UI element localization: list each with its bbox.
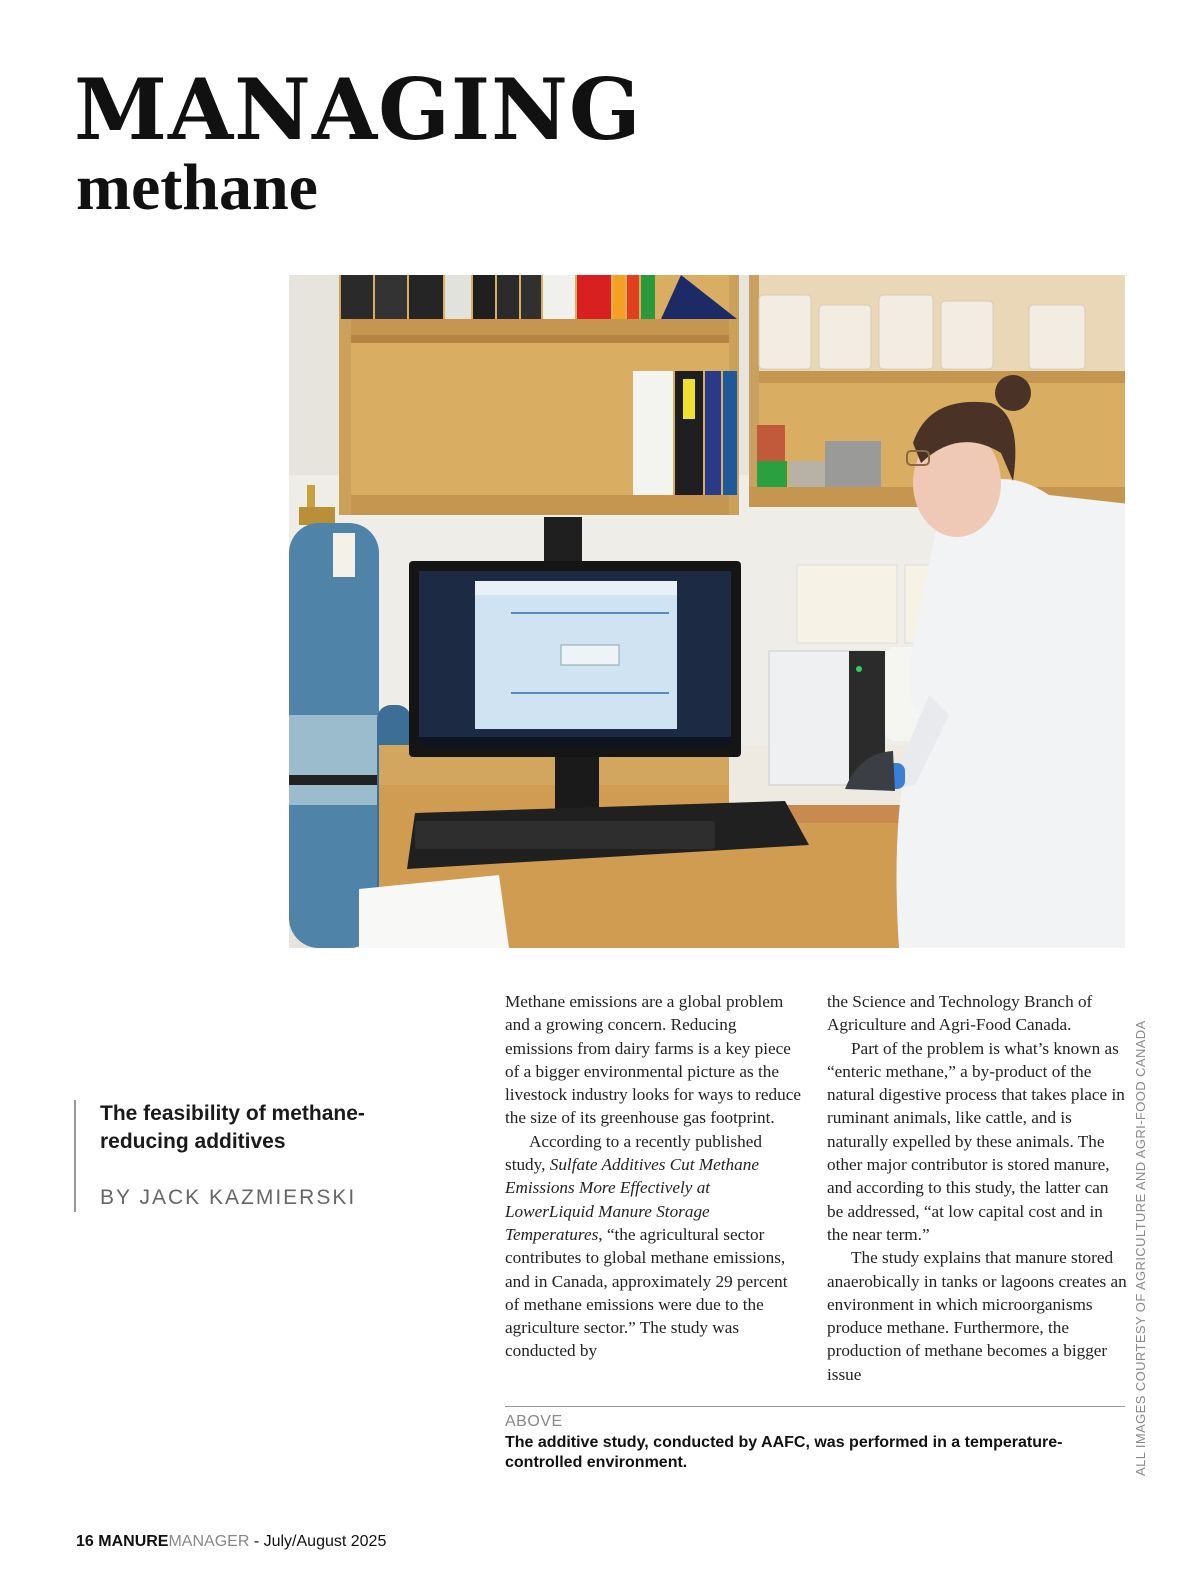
issue-date: - July/August 2025	[253, 1533, 387, 1550]
magazine-name-light: MANAGER	[168, 1533, 250, 1550]
deck-title: The feasibility of methane-reducing additives	[100, 1102, 365, 1153]
article-column-1	[505, 990, 801, 1363]
article-deck	[74, 1100, 434, 1212]
col1-p2-start: According to a recently published study,	[505, 1131, 762, 1175]
caption-label: ABOVE	[505, 1413, 563, 1430]
byline: BY JACK KAZMIERSKI	[100, 1186, 357, 1209]
caption-text: The additive study, conducted by AAFC, was performed in a temperature-controlled environment.	[505, 1434, 1063, 1471]
col1-p2-end: , “the agricultural sector contributes to global methane emissions, and in Canada, approximately 29 percent of methane emissions were due to the agriculture sector.” The study was conducted by	[505, 1224, 788, 1361]
lab-photo	[289, 275, 1125, 948]
col1-paragraph-2	[505, 1130, 801, 1363]
col2-paragraph-1: the Science and Technology Branch of Agriculture and Agri-Food Canada.	[827, 992, 1093, 1035]
col1-paragraph-1: Methane emissions are a global problem and a growing concern. Reducing emissions from dairy farms is a key piece of a bigger environmental picture as the livestock industry looks for ways to reduce the size of its greenhouse gas footprint.	[505, 992, 801, 1128]
study-title: Sulfate Additives Cut Methane Emissions More Effectively at LowerLiquid Manure Storage Temperatures	[505, 1155, 759, 1244]
page-footer	[76, 1533, 386, 1551]
photo-credit: ALL IMAGES COURTESY OF AGRICULTURE AND AGRI-FOOD CANADA	[1133, 1020, 1148, 1476]
lab-scene-illustration	[289, 275, 1125, 948]
col2-paragraph-3: The study explains that manure stored anaerobically in tanks or lagoons creates an environment in which microorganisms produce methane. Furthermore, the production of methane becomes a bigger issue	[827, 1248, 1127, 1384]
col2-paragraph-2: Part of the problem is what’s known as “enteric methane,” a by-product of the natural digestive process that takes place in ruminant animals, like cattle, and is naturally expelled by these animals. The other major contributor is stored manure, and according to this study, the latter can be addressed, “at low capital cost and in the near term.”	[827, 1038, 1125, 1244]
article-column-2	[827, 990, 1127, 1386]
page-number: 16	[76, 1533, 94, 1550]
headline-sub: methane	[76, 151, 318, 224]
magazine-name-bold: MANURE	[98, 1533, 169, 1550]
photo-caption	[505, 1406, 1125, 1473]
headline-main: MANAGING	[74, 60, 642, 159]
